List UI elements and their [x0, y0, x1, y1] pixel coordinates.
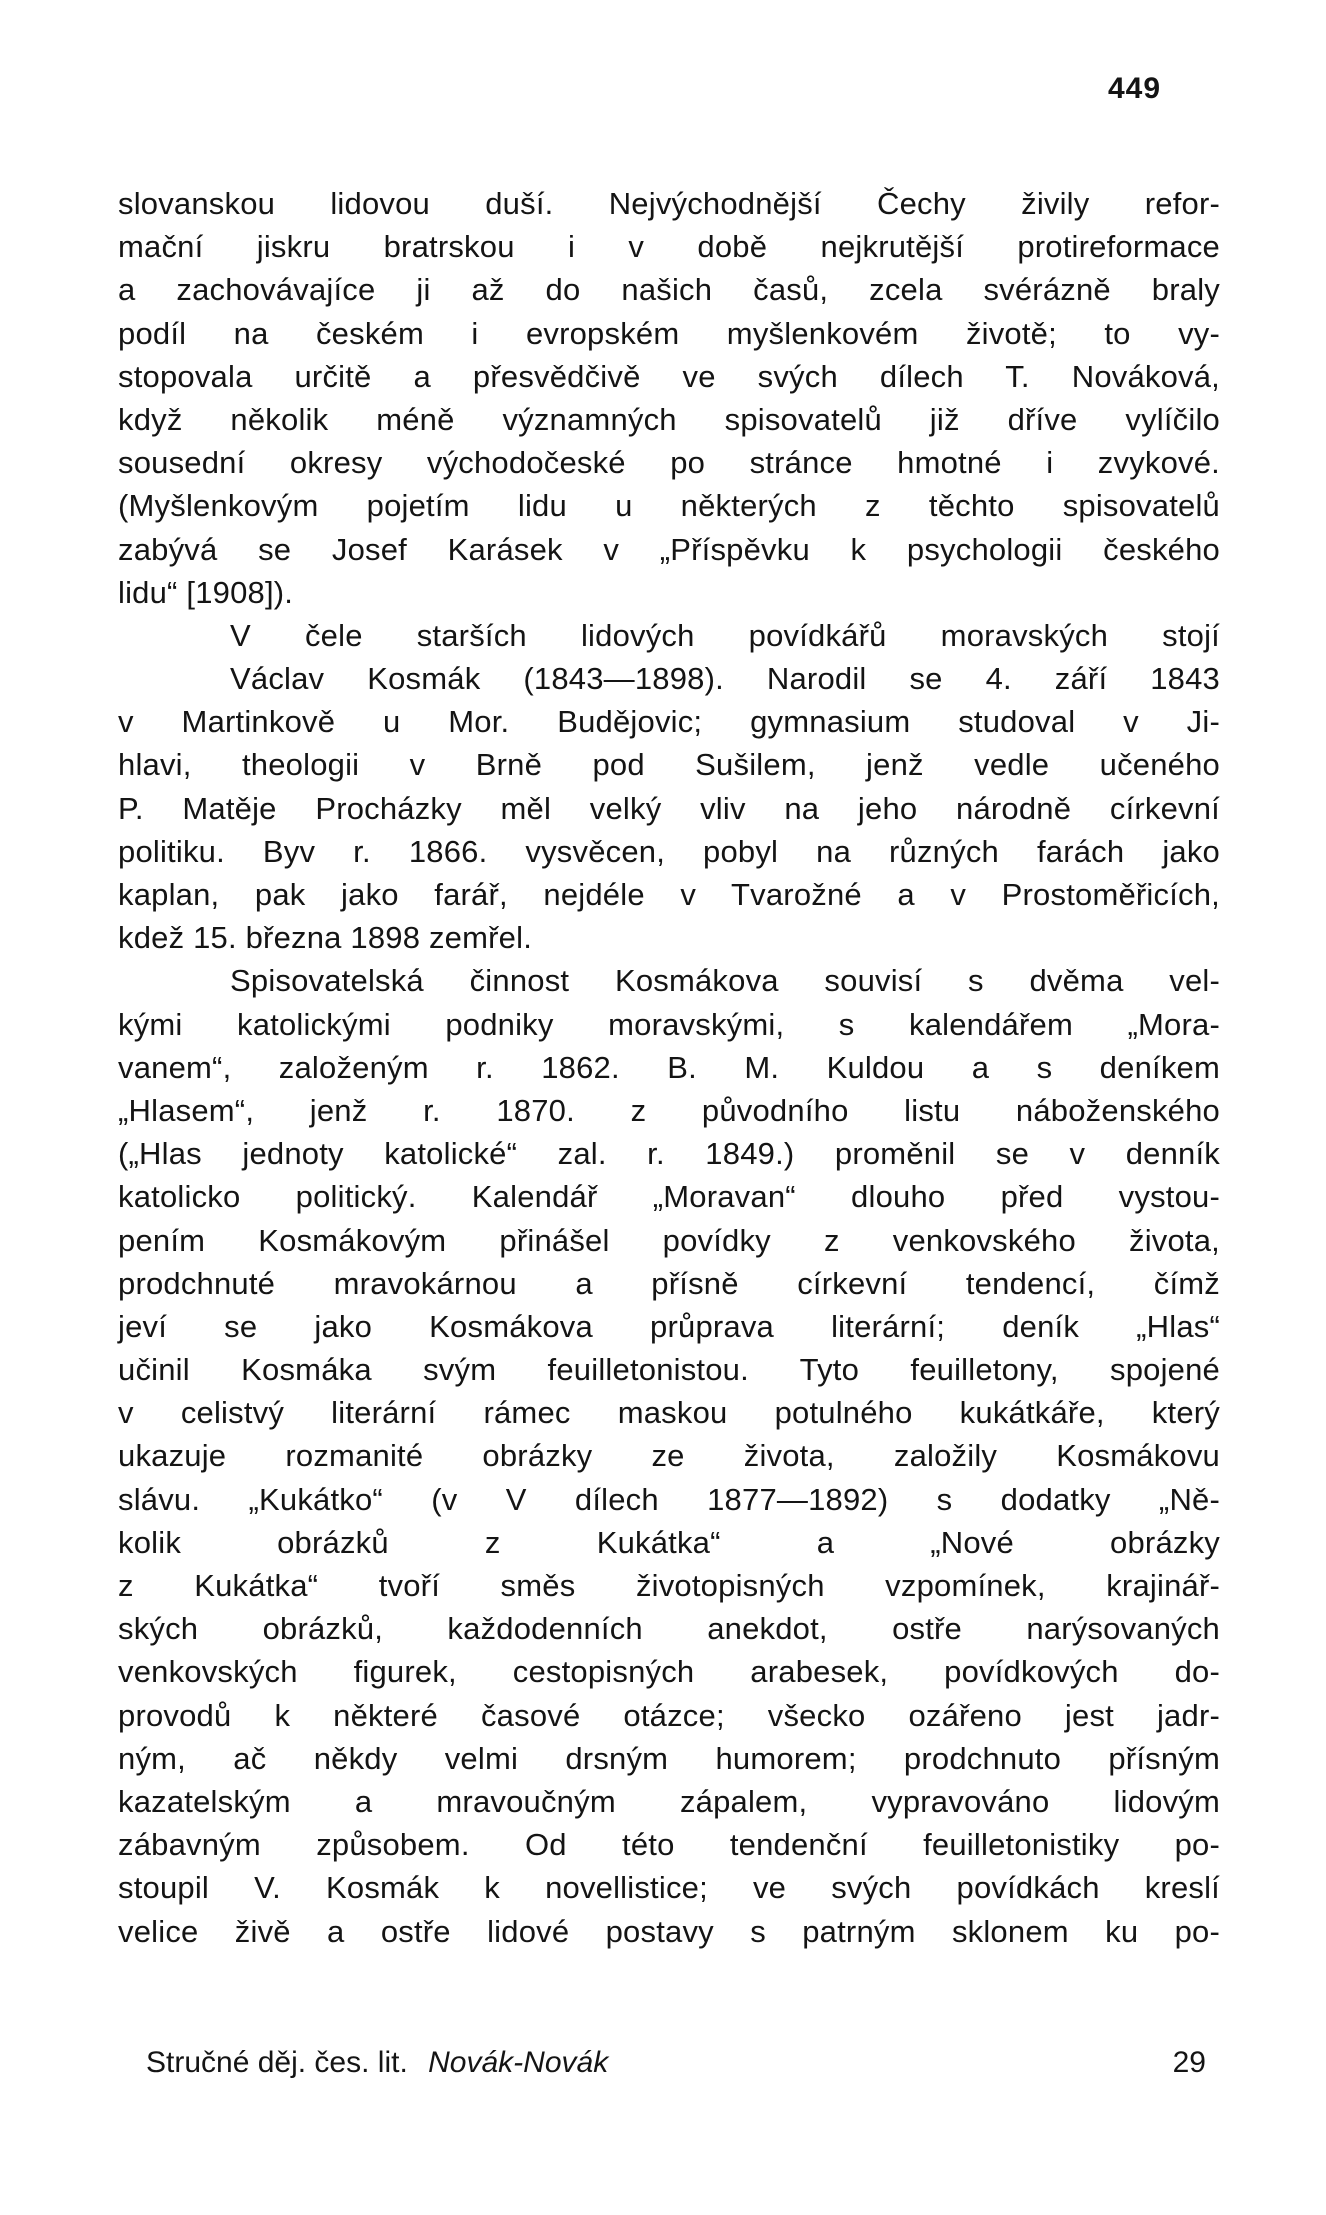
text-line: kdež 15. března 1898 zemřel.	[118, 920, 533, 956]
text-line: kými katolickými podniky moravskými, s kalendářem „Mora-	[118, 1006, 1220, 1042]
text-line: prodchnuté mravokárnou a přísně církevní tendencí, čímž	[118, 1265, 1220, 1301]
text-line: sousední okresy východočeské po stránce hmotné i zvykové.	[118, 445, 1220, 481]
text-line: Spisovatelská činnost Kosmákova souvisí s dvěma vel-	[230, 963, 1220, 999]
text-line: v Martinkově u Mor. Budějovic; gymnasium studoval v Ji-	[118, 704, 1220, 740]
text-line: venkovských figurek, cestopisných arabesek, povídkových do-	[118, 1654, 1220, 1690]
text-line: ným, ač někdy velmi drsným humorem; prodchnuto přísným	[118, 1740, 1220, 1776]
page-footer	[146, 2046, 1206, 2090]
body-text	[118, 182, 1220, 1953]
text-line: stopovala určitě a přesvědčivě ve svých dílech T. Nováková,	[118, 358, 1220, 394]
text-line: provodů k některé časové otázce; všecko ozářeno jest jadr-	[118, 1697, 1220, 1733]
text-line: Václav Kosmák (1843—1898). Narodil se 4. září 1843	[230, 661, 1220, 697]
text-line: kolik obrázků z Kukátka“ a „Nové obrázky	[118, 1524, 1220, 1560]
text-line: zabývá se Josef Karásek v „Příspěvku k psychologii českého	[118, 531, 1220, 567]
text-line: učinil Kosmáka svým feuilletonistou. Tyto feuilletony, spojené	[118, 1352, 1220, 1388]
text-line: kazatelským a mravoučným zápalem, vypravováno lidovým	[118, 1783, 1220, 1819]
text-line: slovanskou lidovou duší. Nejvýchodnější Čechy živily refor-	[118, 186, 1220, 221]
text-line: ských obrázků, každodenních anekdot, ostře narýsovaných	[118, 1611, 1220, 1647]
text-line: „Hlasem“, jenž r. 1870. z původního listu náboženského	[118, 1092, 1220, 1128]
text-line: stoupil V. Kosmák k novellistice; ve svých povídkách kreslí	[118, 1870, 1220, 1906]
text-line: ukazuje rozmanité obrázky ze života, založily Kosmákovu	[118, 1438, 1220, 1474]
text-line: P. Matěje Procházky měl velký vliv na jeho národně církevní	[118, 790, 1220, 826]
footer-book-title	[146, 2046, 608, 2080]
text-line: („Hlas jednoty katolické“ zal. r. 1849.) proměnil se v denník	[118, 1136, 1220, 1172]
text-line: kaplan, pak jako farář, nejdéle v Tvarožné a v Prostoměřicích,	[118, 877, 1220, 912]
text-line: lidu“ [1908]).	[118, 574, 294, 610]
sheet-signature: 29	[1172, 2046, 1206, 2079]
text-line: katolicko politický. Kalendář „Moravan“ dlouho před vystou-	[118, 1179, 1220, 1215]
text-line: politiku. Byv r. 1866. vysvěcen, pobyl na různých farách jako	[118, 833, 1220, 869]
text-line: z Kukátka“ tvoří směs životopisných vzpomínek, krajinář-	[118, 1568, 1220, 1603]
footer-title-text: Stručné děj. čes. lit.	[146, 2046, 408, 2079]
text-line: velice živě a ostře lidové postavy s patrným sklonem ku po-	[118, 1913, 1220, 1949]
text-line: a zachovávajíce ji až do našich časů, zcela svérázně braly	[118, 272, 1220, 308]
text-line: mační jiskru bratrskou i v době nejkrutější protireformace	[118, 229, 1220, 265]
text-line: slávu. „Kukátko“ (v V dílech 1877—1892) s dodatky „Ně-	[118, 1481, 1220, 1517]
text-line: když několik méně významných spisovatelů již dříve vylíčilo	[118, 401, 1220, 437]
text-line: vanem“, založeným r. 1862. B. M. Kuldou a s deníkem	[118, 1049, 1220, 1085]
text-line: V čele starších lidových povídkářů moravských stojí	[230, 617, 1220, 653]
text-line: podíl na českém i evropském myšlenkovém životě; to vy-	[118, 315, 1220, 351]
text-line: hlavi, theologii v Brně pod Sušilem, jenž vedle učeného	[118, 747, 1220, 783]
text-line: pením Kosmákovým přinášel povídky z venkovského života,	[118, 1222, 1220, 1258]
footer-authors: Novák-Novák	[428, 2046, 609, 2079]
text-line: v celistvý literární rámec maskou potulného kukátkáře, který	[118, 1395, 1220, 1431]
text-line: zábavným způsobem. Od této tendenční feuilletonistiky po-	[118, 1827, 1220, 1863]
text-line: (Myšlenkovým pojetím lidu u některých z těchto spisovatelů	[118, 488, 1220, 524]
text-line: jeví se jako Kosmákova průprava literární; deník „Hlas“	[118, 1308, 1220, 1344]
page-number: 449	[1108, 72, 1162, 105]
